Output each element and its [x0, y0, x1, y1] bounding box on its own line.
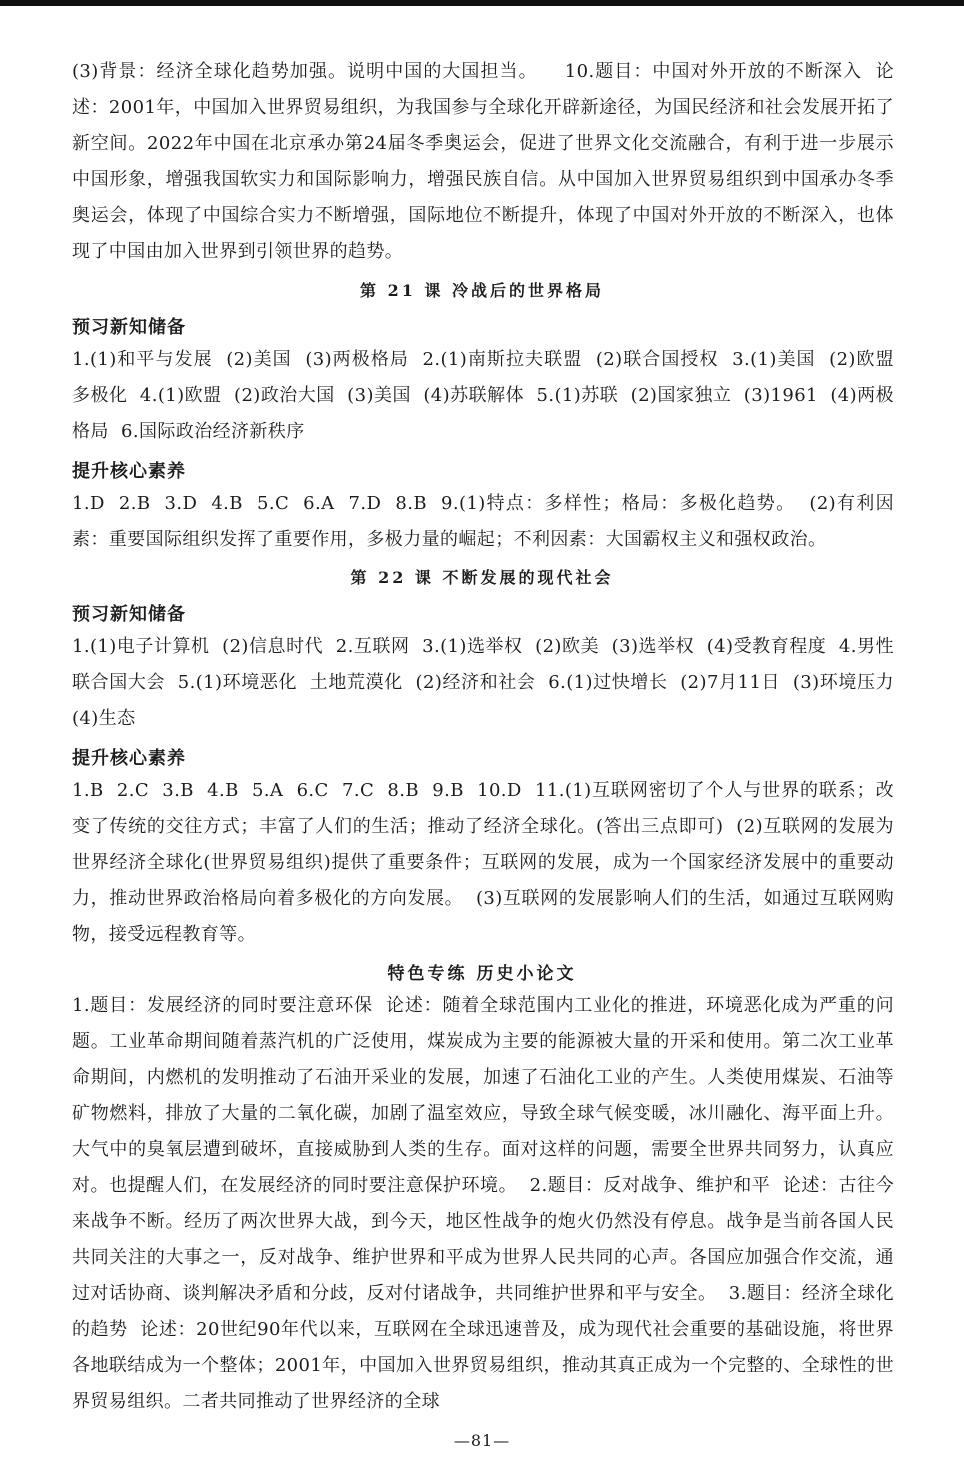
page-number: —81—: [453, 1431, 511, 1450]
special-practice-text: 1.题目：发展经济的同时要注意环保 论述：随着全球范围内工业化的推进，环境恶化成为严重的问题。工业革命期间随着蒸汽机的广泛使用，煤炭成为主要的能源被大量的开采和使用。第二次工业革命期间，内燃机的发明推动了石油开采业的发展，加速了石油化工业的产生。人类使用煤炭、石油等矿物燃料，排放了大量的二氧化碳，加剧了温室效应，导致全球气候变暖，冰川融化、海平面上升。大气中的臭氧层遭到破坏，直接威胁到人类的生存。面对这样的问题，需要全世界共同努力，认真应对。也提醒人们，在发展经济的同时要注意保护环境。 2.题目：反对战争、维护和平 论述：古往今来战争不断。经历了两次世界大战，到今天，地区性战争的炮火仍然没有停息。战争是当前各国人民共同关注的大事之一，反对战争、维护世界和平成为世界人民共同的心声。各国应加强合作交流，通过对话协商、谈判解决矛盾和分歧，反对付诸战争，共同维护世界和平与安全。 3.题目：经济全球化的趋势 论述：20世纪90年代以来，互联网在全球迅速普及，成为现代社会重要的基础设施，将世界各地联结成为一个整体；2001年，中国加入世界贸易组织，推动其真正成为一个完整的、全球性的世界贸易组织。二者共同推动了世界经济的全球: [72, 995, 894, 1412]
lesson-21-title: 第 21 课 冷战后的世界格局: [360, 281, 604, 300]
lesson-22-core-text: 1.B 2.C 3.B 4.B 5.A 6.C 7.C 8.B 9.B 10.D 11.(1)互联网密切了个人与世界的联系；改变了传统的交往方式；丰富了人们的生活；推动了经济全球化。(答出三点即可) (2)互联网的发展为世界经济全球化(世界贸易组织)提供了重要条件；互联网的发展，成为一个国家经济发展中的重要动力，推动世界政治格局向着多极化的方向发展。 (3)互联网的发展影响人们的生活，如通过互联网购物，接受远程教育等。: [72, 780, 894, 945]
lesson-21-core-heading: 提升核心素养: [72, 461, 186, 482]
lesson-22-core-heading: 提升核心素养: [72, 748, 186, 769]
lesson-22-preview-heading: 预习新知储备: [72, 604, 186, 625]
lesson-22-preview-text: 1.(1)电子计算机 (2)信息时代 2.互联网 3.(1)选举权 (2)欧美 (3)选举权 (4)受教育程度 4.男性 联合国大会 5.(1)环境恶化 土地荒漠化 (2)经济和社会 6.(1)过快增长 (2)7月11日 (3)环境压力 (4)生态: [72, 636, 907, 729]
lesson-21-preview-heading: 预习新知储备: [72, 317, 186, 338]
top-paragraph: (3)背景：经济全球化趋势加强。说明中国的大国担当。 10.题目：中国对外开放的不断深入 论述：2001年，中国加入世界贸易组织，为我国参与全球化开辟新途径，为国民经济和社会发展开拓了新空间。2022年中国在北京承办第24届冬季奥运会，促进了世界文化交流融合，有利于进一步展示中国形象，增强我国软实力和国际影响力，增强民族自信。从中国加入世界贸易组织到中国承办冬季奥运会，体现了中国综合实力不断增强，国际地位不断提升，体现了中国对外开放的不断深入，也体现了中国由加入世界到引领世界的趋势。: [72, 61, 894, 262]
lesson-21-core-text: 1.D 2.B 3.D 4.B 5.C 6.A 7.D 8.B 9.(1)特点：多样性；格局：多极化趋势。 (2)有利因素：重要国际组织发挥了重要作用，多极力量的崛起；不利因素：大国霸权主义和强权政治。: [72, 493, 894, 550]
lesson-21-preview-text: 1.(1)和平与发展 (2)美国 (3)两极格局 2.(1)南斯拉夫联盟 (2)联合国授权 3.(1)美国 (2)欧盟 多极化 4.(1)欧盟 (2)政治大国 (3)美国 (4)苏联解体 5.(1)苏联 (2)国家独立 (3)1961 (4)两极格局 6.国际政治经济新秩序: [72, 349, 907, 442]
special-practice-title: 特色专练 历史小论文: [387, 964, 577, 984]
lesson-22-title: 第 22 课 不断发展的现代社会: [350, 568, 614, 587]
